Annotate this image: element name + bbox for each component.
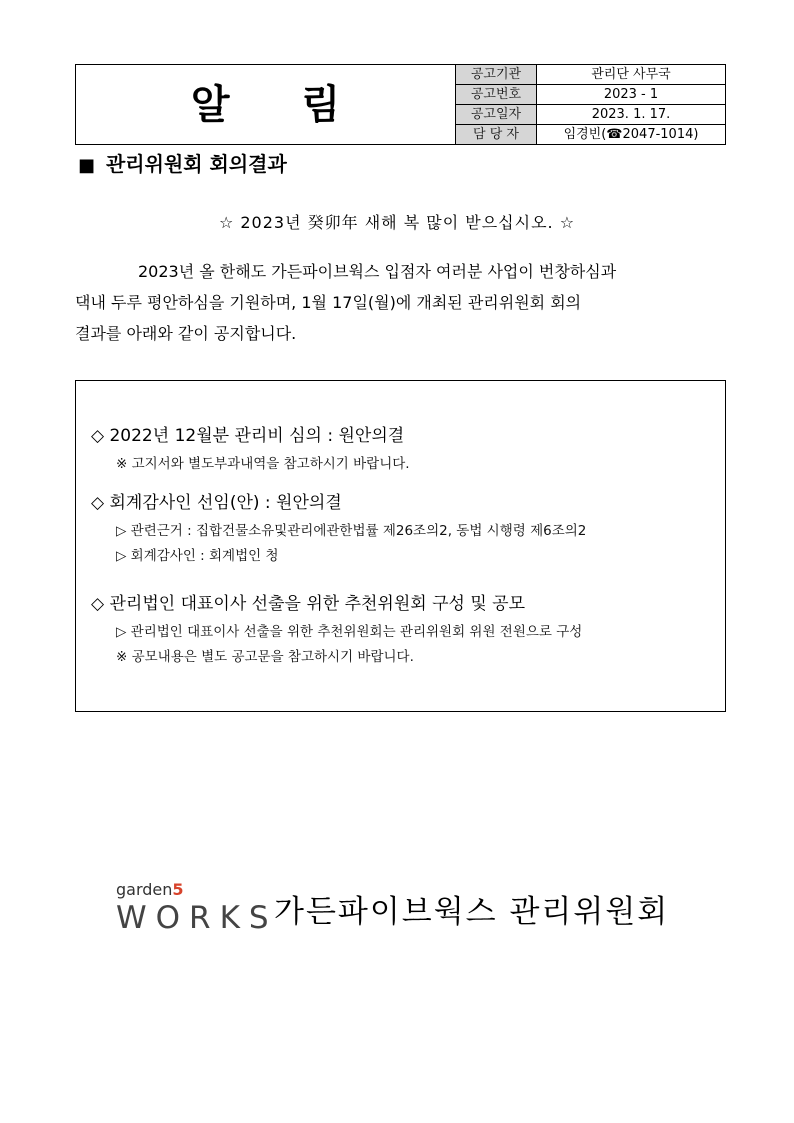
intro-line: 2023년 올 한해도 가든파이브웍스 입점자 여러분 사업이 번창하심과 [138, 262, 617, 281]
intro-paragraph [75, 256, 726, 349]
info-row-number [456, 85, 725, 105]
info-value: 관리단 사무국 [537, 65, 726, 85]
item-title: ◇ 관리법인 대표이사 선출을 위한 추천위원회 구성 및 공모 [91, 594, 526, 614]
logo-five-text: 5 [172, 880, 184, 899]
notice-title: 알림 [190, 81, 413, 128]
info-label: 공고번호 [456, 85, 537, 105]
new-year-greeting: ☆ 2023년 癸卯年 새해 복 많이 받으십시오. ☆ [218, 213, 576, 232]
intro-line: 댁내 두루 평안하심을 기원하며, 1월 17일(월)에 개최된 관리위원회 회의 [75, 293, 582, 312]
info-label: 담 당 자 [456, 125, 537, 145]
intro-line: 결과를 아래와 같이 공지합니다. [75, 324, 297, 343]
item-note: ▷ 회계감사인 : 회계법인 청 [116, 548, 279, 564]
section-title-text: 관리위원회 회의결과 [105, 152, 287, 176]
section-title [78, 150, 287, 180]
item-title: ◇ 2022년 12월분 관리비 심의 : 원안의결 [91, 426, 405, 446]
info-value: 2023. 1. 17. [537, 105, 726, 125]
square-bullet-icon: ■ [78, 155, 96, 176]
info-value: 2023 - 1 [537, 85, 726, 105]
info-row-agency [456, 65, 725, 85]
item-note: ▷ 관련근거 : 집합건물소유및관리에관한법률 제26조의2, 동법 시행령 제6조의2 [116, 523, 587, 539]
info-row-date [456, 105, 725, 125]
organization-name: 가든파이브웍스 관리위원회 [274, 894, 670, 930]
item-note: ※ 공모내용은 별도 공고문을 참고하시기 바랍니다. [116, 649, 414, 665]
logo-garden-text: garden [116, 880, 173, 899]
title-cell [76, 65, 456, 144]
notice-header [75, 64, 726, 145]
notice-info-table [456, 65, 725, 144]
results-box [75, 380, 726, 712]
works-logo: WORKS [116, 900, 278, 936]
info-label: 공고기관 [456, 65, 537, 85]
item-note: ※ 고지서와 별도부과내역을 참고하시기 바랍니다. [116, 456, 410, 472]
item-note: ▷ 관리법인 대표이사 선출을 위한 추천위원회는 관리위원회 위원 전원으로 구성 [116, 624, 583, 640]
garden5-logo [116, 880, 184, 900]
item-title: ◇ 회계감사인 선임(안) : 원안의결 [91, 493, 342, 513]
info-row-contact [456, 125, 725, 145]
info-value: 임경빈(☎2047-1014) [563, 127, 699, 142]
info-label: 공고일자 [456, 105, 537, 125]
